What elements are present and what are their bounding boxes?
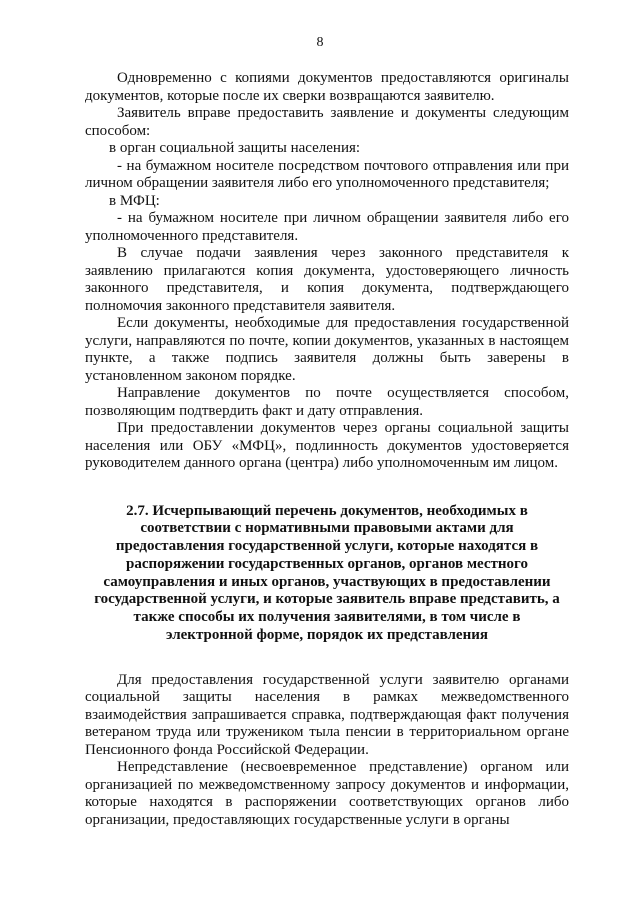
paragraph-legal-representative: В случае подачи заявления через законного представителя к заявлению прилагаются копия документа, удостоверяющего личность законного представителя, и копия документа, подтверждающего полномочия законного представителя заявителя. — [85, 245, 569, 314]
paragraph-paper-post: - на бумажном носителе посредством почтового отправления или при личном обращении заявителя либо его уполномоченного представителя; — [85, 157, 569, 191]
paragraph-originals: Одновременно с копиями документов предоставляются оригиналы документов, которые после их сверки возвращаются заявителю. — [85, 70, 569, 104]
paragraph-post-method: Направление документов по почте осуществляется способом, позволяющим подтвердить факт и дату отправления. — [85, 385, 569, 419]
paragraph-paper-personal: - на бумажном носителе при личном обращении заявителя либо его уполномоченного представителя. — [85, 210, 569, 244]
paragraph-authenticity: При предоставлении документов через органы социальной защиты населения или ОБУ «МФЦ», подлинность документов удостоверяется руководителем данного органа (центра) либо уполномоченным им лицом. — [85, 420, 569, 471]
paragraph-social-protection-body: в орган социальной защиты населения: — [109, 140, 361, 156]
page-number: 8 — [316, 35, 324, 50]
page-content — [85, 70, 569, 829]
paragraph-interagency-request: Для предоставления государственной услуги заявителю органами социальной защиты населения в рамках межведомственного взаимодействия запрашивается справка, подтверждающая факт получения ветераном труда или тружеником тыла пенсии в территориальном органе Пенсионного фонда Российской Федерации. — [85, 671, 569, 758]
paragraph-mfc: в МФЦ: — [109, 192, 160, 209]
paragraph-by-post: Если документы, необходимые для предоставления государственной услуги, направляются по почте, копии документов, указанных в настоящем пункте, а также подпись заявителя должны быть заверены в установленном законом порядке. — [85, 315, 569, 384]
section-heading: 2.7. Исчерпывающий перечень документов, необходимых в соответствии с нормативными правовыми актами для предоставления государственной услуги, которые находятся в распоряжении государственных органов, органов местного самоуправления и иных органов, участвующих в предоставлении государственной услуги, и которые заявитель вправе представить, а также способы их получения заявителями, в том числе в электронной форме, порядок их представления — [94, 502, 560, 644]
paragraph-non-submission: Непредставление (несвоевременное представление) органом или организацией по межведомственному запросу документов и информации, которые находятся в распоряжении соответствующих органов либо организации, предоставляющих государственные услуги в органы — [85, 759, 569, 828]
paragraph-submission-methods: Заявитель вправе предоставить заявление и документы следующим способом: — [85, 105, 569, 139]
